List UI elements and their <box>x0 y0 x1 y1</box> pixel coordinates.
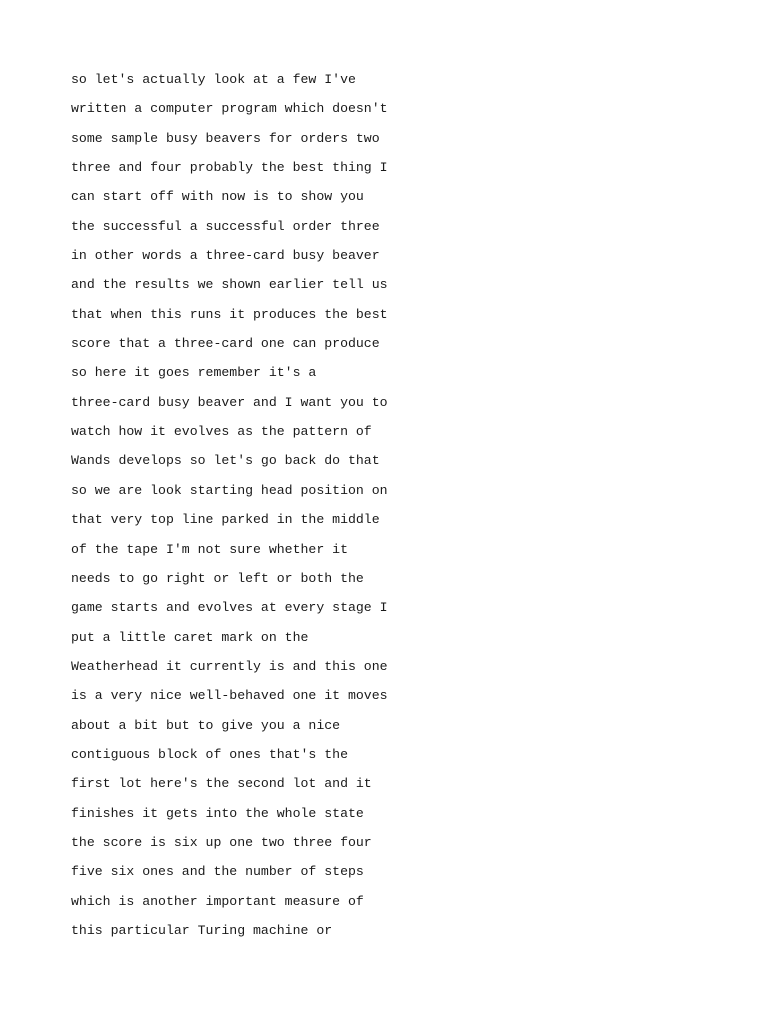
text-line: about a bit but to give you a nice <box>71 717 341 733</box>
text-line: put a little caret mark on the <box>71 629 309 645</box>
text-line: first lot here's the second lot and it <box>71 776 372 792</box>
text-line: in other words a three-card busy beaver <box>71 248 380 264</box>
text-line: so let's actually look at a few I've <box>71 72 356 87</box>
text-line: Weatherhead it currently is and this one <box>71 658 388 674</box>
text-line: written a computer program which doesn't <box>71 101 388 117</box>
text-line: needs to go right or left or both the <box>71 570 364 586</box>
text-line: watch how it evolves as the pattern of <box>71 424 372 440</box>
text-line: that when this runs it produces the best <box>71 306 388 322</box>
text-line: some sample busy beavers for orders two <box>71 130 380 146</box>
text-line: score that a three-card one can produce <box>71 336 380 352</box>
text-line: the score is six up one two three four <box>71 834 372 850</box>
text-line: contiguous block of ones that's the <box>71 746 348 762</box>
text-line: finishes it gets into the whole state <box>71 805 364 821</box>
text-line: so we are look starting head position on <box>71 482 388 498</box>
text-line: can start off with now is to show you <box>71 189 364 205</box>
text-line: which is another important measure of <box>71 893 364 909</box>
text-line: that very top line parked in the middle <box>71 512 380 528</box>
text-line: and the results we shown earlier tell us <box>71 277 388 293</box>
text-line: Wands develops so let's go back do that <box>71 453 380 469</box>
text-line: this particular Turing machine or <box>71 922 333 938</box>
transcript-text <box>71 65 388 945</box>
text-line: so here it goes remember it's a <box>71 365 317 381</box>
text-line: is a very nice well-behaved one it moves <box>71 688 388 704</box>
text-line: game starts and evolves at every stage I <box>71 600 388 616</box>
text-line: the successful a successful order three <box>71 218 380 234</box>
text-line: three-card busy beaver and I want you to <box>71 394 388 410</box>
text-line: three and four probably the best thing I <box>71 160 388 176</box>
text-line: five six ones and the number of steps <box>71 864 364 880</box>
text-line: of the tape I'm not sure whether it <box>71 541 348 557</box>
